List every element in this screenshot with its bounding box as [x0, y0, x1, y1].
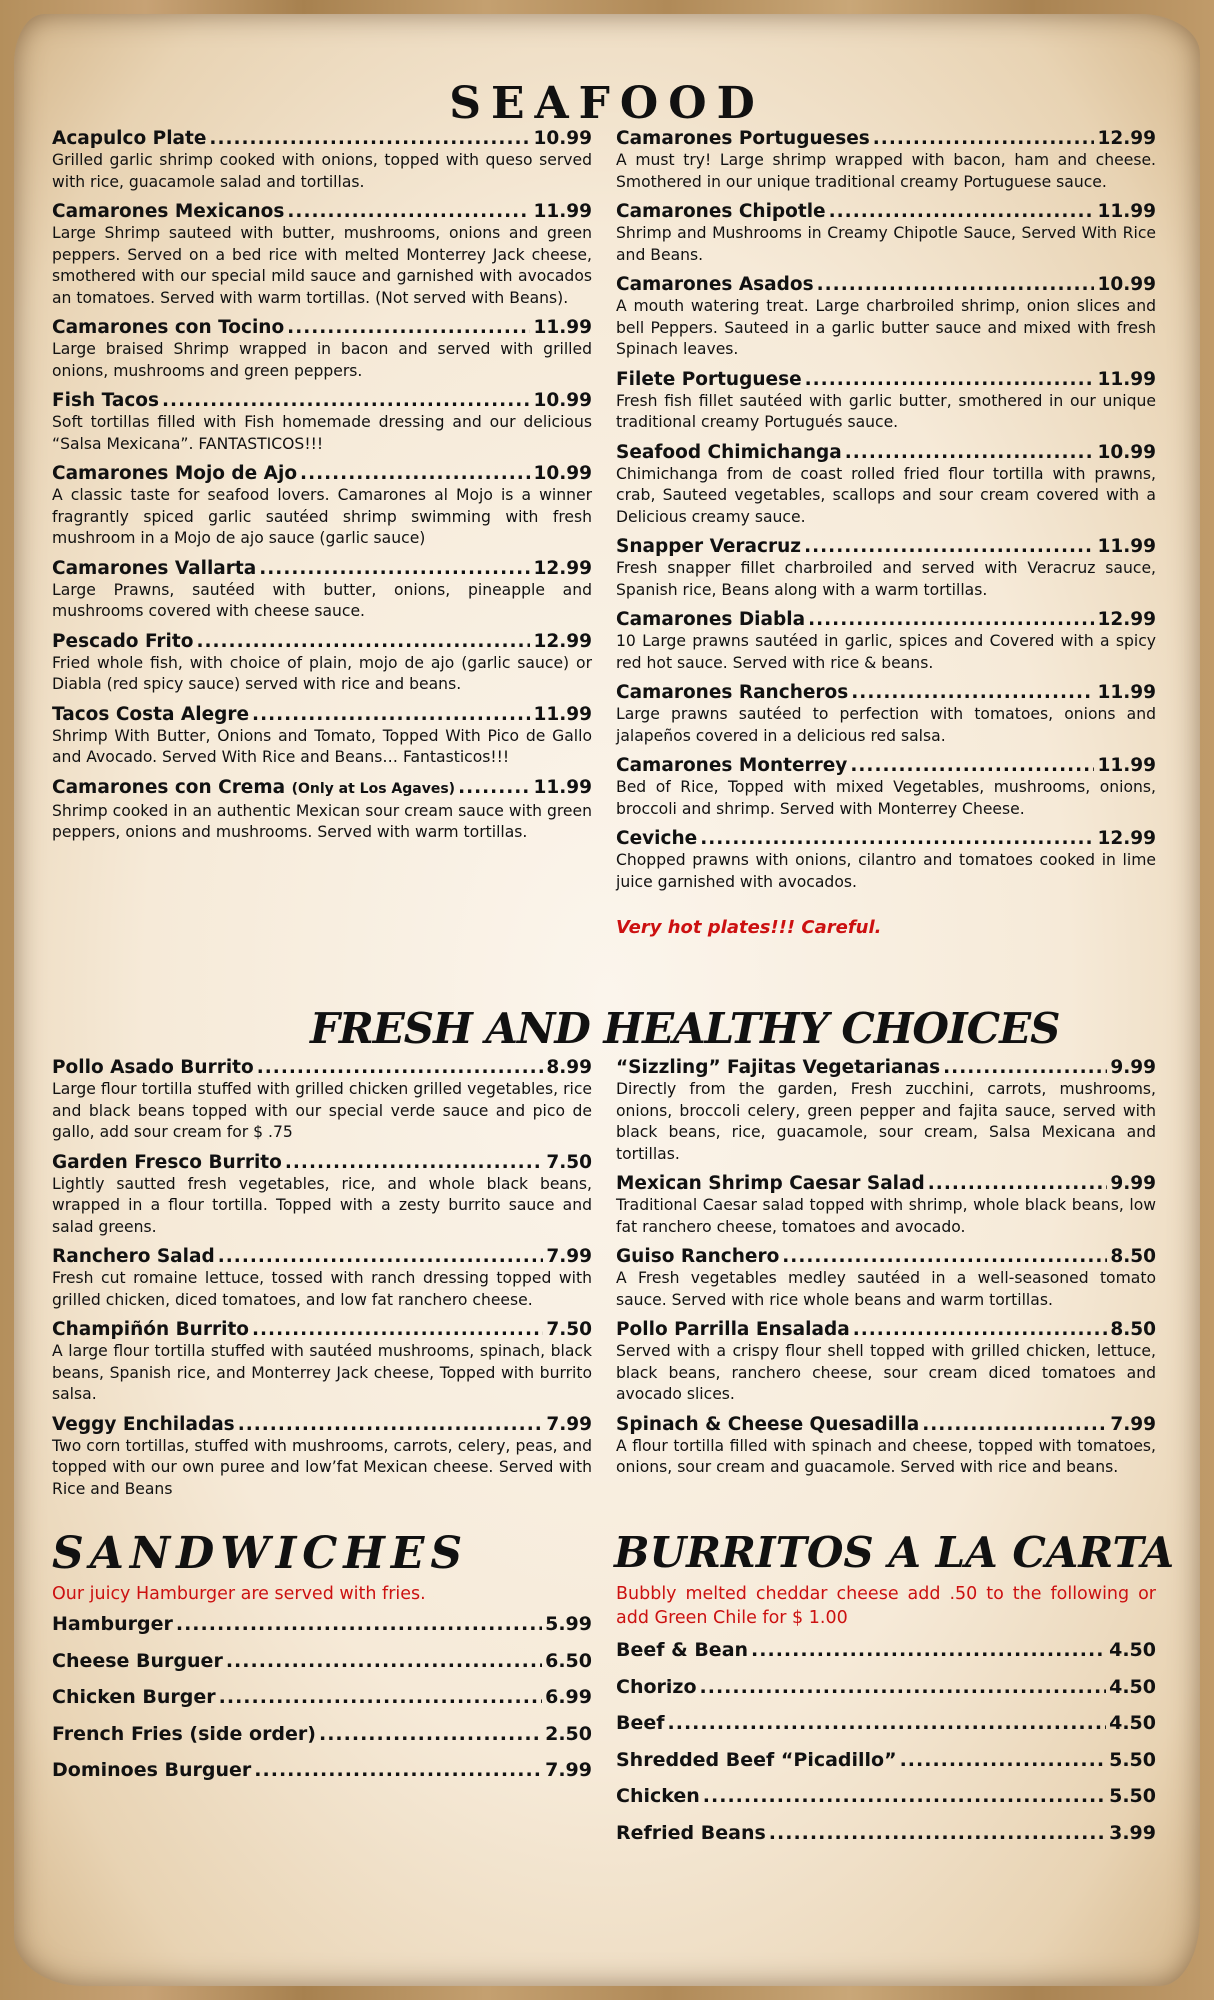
menu-item-description: A flour tortilla filled with spinach and cheese, topped with tomatoes, onions, sour cream and guacamole. Served with rice and beans.: [616, 1436, 1156, 1476]
menu-item-price: 4.50: [1109, 1675, 1156, 1698]
dot-leader: [943, 1056, 1107, 1079]
dot-leader: [196, 630, 530, 653]
menu-item-name: [616, 127, 870, 150]
menu-item: [616, 1318, 1156, 1406]
menu-item-name-text: Chicken Burger: [52, 1686, 216, 1708]
menu-item-name: [52, 462, 297, 485]
menu-item-heading: [52, 1647, 592, 1677]
menu-item-price: 10.99: [533, 390, 592, 411]
menu-item: [616, 1245, 1156, 1311]
menu-item-name-text: Guiso Ranchero: [616, 1246, 780, 1267]
section-title-burritos: BURRITOS A LA CARTA: [614, 1528, 1175, 1577]
menu-item-price: 6.50: [545, 1649, 592, 1672]
menu-item-price: 7.99: [546, 1246, 592, 1267]
menu-item-price: 7.50: [546, 1319, 592, 1340]
menu-item-heading: [616, 1746, 1156, 1776]
menu-item-name: [52, 776, 455, 801]
menu-item-description: Fresh cut romaine lettuce, tossed with ranch dressing topped with grilled chicken, diced tomatoes, and low fat ranchero cheese.: [52, 1269, 592, 1309]
menu-item-heading: [52, 1151, 592, 1174]
menu-item-heading: [616, 127, 1156, 150]
menu-item-heading: [52, 1756, 592, 1786]
menu-item-heading: [616, 1056, 1156, 1079]
menu-item-heading: [616, 1709, 1156, 1739]
menu-item: [52, 1413, 592, 1501]
menu-item-description: Large Prawns, sautéed with butter, onions, pineapple and mushrooms covered with cheese sauce.: [52, 580, 592, 620]
menu-item-heading: [616, 1172, 1156, 1195]
menu-item-name: [52, 630, 193, 653]
menu-item-description: A large flour tortilla stuffed with sautéed mushrooms, spinach, black beans, Spanish rice, and Monterrey Jack cheese, Topped with burrito salsa.: [52, 1342, 592, 1403]
menu-item-name-text: Seafood Chimichanga: [616, 441, 842, 463]
fresh-right-column: [616, 1056, 1156, 1486]
menu-item: [616, 1819, 1156, 1849]
dot-leader: [285, 1151, 543, 1174]
menu-item-description: A Fresh vegetables medley sautéed in a well-seasoned tomato sauce. Served with rice whole beans and warm tortillas.: [616, 1269, 1156, 1309]
menu-item: [616, 1709, 1156, 1739]
menu-item-heading: [52, 557, 592, 580]
dot-leader: [300, 462, 530, 485]
menu-item-price: 10.99: [533, 463, 592, 484]
menu-item-name-text: French Fries (side order): [52, 1722, 316, 1745]
menu-item: [52, 1683, 592, 1713]
menu-item-description: Fresh fish fillet sautéed with garlic butter, smothered in our unique traditional creamy Portugués sauce.: [616, 391, 1156, 431]
menu-item-price: 11.99: [1097, 201, 1156, 222]
menu-item: [52, 557, 592, 623]
dot-leader: [226, 1647, 542, 1677]
menu-item-name-text: Camarones Mojo de Ajo: [52, 463, 298, 484]
menu-item-name-text: Acapulco Plate: [52, 128, 207, 149]
menu-item-name-text: Mexican Shrimp Caesar Salad: [616, 1173, 925, 1194]
section-title-seafood: SEAFOOD: [449, 78, 765, 129]
menu-item: [52, 1318, 592, 1406]
menu-item-heading: [616, 754, 1156, 777]
menu-item-name-text: Chorizo: [616, 1675, 697, 1698]
dot-leader: [817, 273, 1095, 296]
menu-item-name: [52, 1151, 282, 1174]
menu-item-name-text: Tacos Costa Alegre: [52, 703, 250, 725]
menu-item-price: 11.99: [533, 703, 592, 725]
dot-leader: [162, 389, 530, 412]
menu-item-description: Lightly sautted fresh vegetables, rice, and whole black beans, wrapped in a flour tortilla. Topped with a zesty burrito sauce and salad greens.: [52, 1174, 592, 1236]
menu-item-name: [616, 368, 802, 391]
menu-item-name: [616, 441, 842, 464]
menu-item: [616, 200, 1156, 266]
menu-item-price: 8.50: [1110, 1246, 1156, 1267]
menu-item-heading: [52, 1720, 592, 1750]
menu-item-name: [52, 389, 159, 412]
menu-item: [616, 535, 1156, 601]
menu-item: [616, 754, 1156, 820]
menu-item-name: [616, 273, 814, 296]
menu-item-description: A classic taste for seafood lovers. Camarones al Mojo is a winner fragrantly spiced garlic sautéed shrimp swimming with fresh mushroom in a Mojo de ajo sauce (garlic sauce): [52, 486, 592, 547]
menu-item-description: Bed of Rice, Topped with mixed Vegetables, mushrooms, onions, broccoli and shrimp. Served with Monterrey Cheese.: [616, 778, 1156, 818]
menu-item-price: 8.99: [546, 1057, 592, 1078]
section-title-fresh-healthy: FRESH AND HEALTHY CHOICES: [310, 1004, 1060, 1053]
dot-leader: [850, 754, 1094, 777]
menu-item-availability-note: (Only at Los Agaves): [291, 780, 456, 797]
menu-item-price: 9.99: [1110, 1057, 1156, 1078]
menu-item-price: 11.99: [533, 317, 592, 338]
dot-leader: [209, 127, 530, 150]
menu-item-name: [616, 1746, 897, 1776]
hot-plates-note: Very hot plates!!! Careful.: [616, 917, 882, 938]
menu-item-heading: [616, 1819, 1156, 1849]
menu-item-name-text: Camarones Chipotle: [616, 201, 826, 222]
menu-item-name: [616, 608, 805, 631]
menu-item: [52, 1647, 592, 1677]
dot-leader: [458, 776, 530, 799]
menu-item: [616, 1636, 1156, 1666]
dot-leader: [845, 441, 1095, 464]
menu-item-heading: [616, 535, 1156, 558]
menu-item-name: [52, 1756, 251, 1786]
menu-item-heading: [616, 1636, 1156, 1666]
menu-item-name: [616, 535, 801, 558]
menu-item-name-text: Camarones Mexicanos: [52, 201, 285, 222]
menu-item-price: 6.99: [545, 1686, 592, 1708]
dot-leader: [851, 681, 1094, 704]
menu-item-price: 10.99: [533, 128, 592, 149]
menu-item-name: [52, 1683, 216, 1713]
menu-item-price: 5.50: [1109, 1785, 1156, 1807]
menu-item-description: Served with a crispy flour shell topped with grilled chicken, lettuce, black beans, ranchero cheese, sour cream diced tomatoes and avocado slices.: [616, 1342, 1156, 1403]
dot-leader: [829, 200, 1095, 223]
menu-item-description: Soft tortillas filled with Fish homemade dressing and our delicious “Salsa Mexicana”. FANTASTICOS!!!: [52, 413, 592, 453]
menu-item-price: 4.50: [1109, 1712, 1156, 1734]
menu-item-name-text: Pollo Asado Burrito: [52, 1057, 254, 1078]
menu-item-name: [616, 754, 847, 777]
menu-item-name: [52, 703, 249, 726]
dot-leader: [900, 1746, 1107, 1776]
menu-item-name: [616, 200, 826, 223]
menu-item-description: Large flour tortilla stuffed with grilled chicken grilled vegetables, rice and black beans topped with our special verde sauce and pico de gallo, add sour cream for $ .75: [52, 1080, 592, 1141]
dot-leader: [804, 535, 1094, 558]
menu-item-name-text: Chicken: [616, 1785, 700, 1807]
menu-item-name-text: Veggy Enchiladas: [52, 1413, 235, 1435]
menu-item-heading: [616, 1673, 1156, 1703]
menu-item: [52, 389, 592, 455]
menu-item-name-text: Camarones Rancheros: [616, 682, 849, 703]
menu-item-name-text: Fish Tacos: [52, 390, 160, 411]
menu-item-name: [52, 1318, 249, 1341]
menu-item: [616, 1056, 1156, 1165]
menu-item-name: [616, 1636, 748, 1666]
menu-item-name: [52, 1413, 235, 1436]
menu-item: [616, 1673, 1156, 1703]
menu-item-name-text: Refried Beans: [616, 1821, 766, 1844]
dot-leader: [805, 368, 1095, 391]
menu-item-name-text: Beef & Bean: [616, 1639, 749, 1661]
menu-item-name: [52, 1720, 316, 1750]
menu-item-name-text: Spinach & Cheese Quesadilla: [616, 1413, 920, 1435]
menu-item-price: 11.99: [1097, 368, 1156, 390]
menu-item-heading: [52, 703, 592, 726]
menu-item-price: 7.99: [546, 1413, 592, 1435]
menu-item-price: 7.99: [1110, 1413, 1156, 1435]
menu-item-heading: [616, 441, 1156, 464]
dot-leader: [257, 1056, 544, 1079]
menu-item-price: 12.99: [533, 557, 592, 579]
menu-item-heading: [52, 389, 592, 412]
dot-leader: [252, 1318, 543, 1341]
menu-item-description: Shrimp cooked in an authentic Mexican sour cream sauce with green peppers, onions and mushrooms. Served with warm tortillas.: [52, 801, 592, 841]
menu-item-heading: [616, 1413, 1156, 1436]
menu-item: [52, 1245, 592, 1311]
menu-item-price: 11.99: [533, 776, 592, 798]
burritos-note: Bubbly melted cheddar cheese add .50 to the following or add Green Chile for $ 1.00: [616, 1584, 1156, 1628]
menu-item-description: Fresh snapper fillet charbroiled and served with Veracruz sauce, Spanish rice, Beans along with a warm tortillas.: [616, 559, 1156, 599]
menu-item-name-text: Camarones Portugueses: [616, 128, 870, 149]
menu-item-price: 12.99: [1097, 128, 1156, 149]
sandwiches-note: Our juicy Hamburger are served with fries.: [52, 1584, 426, 1604]
dot-leader: [287, 200, 530, 223]
menu-item-heading: [616, 1245, 1156, 1268]
menu-item: [616, 1746, 1156, 1776]
menu-item-name: [52, 1245, 215, 1268]
menu-item-name: [52, 127, 206, 150]
menu-item-name: [616, 1413, 919, 1436]
menu-item-heading: [52, 1318, 592, 1341]
menu-item-heading: [616, 608, 1156, 631]
menu-item-name-text: Champiñón Burrito: [52, 1319, 249, 1340]
menu-item-heading: [616, 827, 1156, 850]
menu-item: [52, 462, 592, 550]
menu-item: [52, 1756, 592, 1786]
menu-item-price: 10.99: [1097, 274, 1156, 295]
menu-item-price: 2.50: [545, 1722, 592, 1745]
menu-item-heading: [52, 127, 592, 150]
menu-item: [52, 630, 592, 696]
menu-item-name-text: Camarones con Tocino: [52, 317, 285, 338]
menu-item-name-text: Beef: [616, 1712, 665, 1734]
menu-item-heading: [52, 1610, 592, 1640]
menu-item-price: 12.99: [1097, 828, 1156, 849]
menu-item-name: [616, 1172, 925, 1195]
menu-item-name: [52, 1610, 173, 1640]
menu-item-heading: [52, 630, 592, 653]
menu-item-heading: [616, 1318, 1156, 1341]
menu-item: [52, 316, 592, 382]
menu-item-name-text: Filete Portuguese: [616, 368, 802, 390]
menu-item-price: 12.99: [533, 630, 592, 652]
menu-item-price: 9.99: [1110, 1173, 1156, 1194]
menu-item-price: 12.99: [1097, 609, 1156, 630]
menu-item-name: [616, 1782, 700, 1812]
menu-item-name-text: Camarones Vallarta: [52, 557, 257, 579]
menu-item-name-text: Pescado Frito: [52, 630, 194, 652]
menu-item: [616, 1782, 1156, 1812]
dot-leader: [922, 1413, 1107, 1436]
menu-item: [616, 273, 1156, 361]
menu-item: [616, 441, 1156, 529]
menu-item-description: Traditional Caesar salad topped with shrimp, whole black beans, low fat ranchero cheese, tomatoes and avocado.: [616, 1196, 1156, 1236]
menu-item: [52, 1610, 592, 1640]
menu-item-name: [616, 1673, 697, 1703]
menu-item: [52, 1151, 592, 1239]
menu-item-heading: [616, 681, 1156, 704]
menu-item-name-text: Camarones Monterrey: [616, 755, 848, 776]
menu-item-price: 7.99: [545, 1759, 592, 1781]
menu-item: [52, 776, 592, 844]
menu-item-description: Chopped prawns with onions, cilantro and tomatoes cooked in lime juice garnished with avocados.: [616, 851, 1156, 891]
menu-item-price: 10.99: [1097, 441, 1156, 463]
menu-item-name-text: Camarones Diabla: [616, 609, 806, 630]
menu-item: [616, 1413, 1156, 1479]
dot-leader: [853, 1318, 1108, 1341]
dot-leader: [259, 557, 530, 580]
menu-item-description: Directly from the garden, Fresh zucchini, carrots, mushrooms, onions, broccoli celery, green pepper and fajita sauce, served with black beans, rice, guacamole, sour cream, Salsa Mexicana and tortillas.: [616, 1080, 1156, 1163]
menu-item-heading: [52, 1683, 592, 1713]
dot-leader: [668, 1709, 1107, 1739]
dot-leader: [769, 1819, 1106, 1849]
dot-leader: [287, 316, 530, 339]
menu-item-name-text: Ranchero Salad: [52, 1246, 215, 1267]
menu-item: [52, 703, 592, 769]
menu-item-price: 3.99: [1109, 1821, 1156, 1844]
menu-item-name: [616, 827, 697, 850]
menu-item-heading: [52, 1056, 592, 1079]
menu-item-price: 11.99: [1097, 682, 1156, 703]
menu-item-name-text: “Sizzling” Fajitas Vegetarianas: [616, 1057, 941, 1078]
menu-item-price: 4.50: [1109, 1639, 1156, 1661]
menu-item-name: [616, 1318, 850, 1341]
menu-item: [616, 827, 1156, 893]
menu-item-price: 7.50: [546, 1151, 592, 1173]
menu-item-description: Grilled garlic shrimp cooked with onions, topped with queso served with rice, guacamole salad and tortillas.: [52, 151, 592, 191]
menu-item-name: [52, 1647, 223, 1677]
menu-item-heading: [52, 1413, 592, 1436]
menu-item-name: [616, 1819, 766, 1849]
burritos-column: [616, 1582, 1156, 1855]
seafood-left-column: [52, 127, 592, 851]
dot-leader: [219, 1683, 542, 1713]
menu-item-name: [616, 1245, 779, 1268]
menu-item-heading: [52, 200, 592, 223]
menu-item-name: [52, 200, 284, 223]
menu-item: [616, 608, 1156, 674]
menu-item-description: Shrimp With Butter, Onions and Tomato, Topped With Pico de Gallo and Avocado. Served With Rice and Beans… Fantasticos!!!: [52, 726, 592, 766]
dot-leader: [700, 1673, 1107, 1703]
menu-item: [616, 368, 1156, 434]
menu-item-heading: [616, 273, 1156, 296]
menu-item-name: [616, 1056, 940, 1079]
menu-item-heading: [52, 776, 592, 801]
dot-leader: [751, 1636, 1106, 1666]
menu-item-description: Fried whole fish, with choice of plain, mojo de ajo (garlic sauce) or Diabla (red spicy sauce) served with rice and beans.: [52, 653, 592, 693]
menu-item-description: 10 Large prawns sautéed in garlic, spices and Covered with a spicy red hot sauce. Served with rice & beans.: [616, 632, 1156, 672]
menu-item-description: A must try! Large shrimp wrapped with bacon, ham and cheese. Smothered in our unique traditional creamy Portuguese sauce.: [616, 151, 1156, 191]
menu-item-description: Large prawns sautéed to perfection with tomatoes, onions and jalapeños covered in a delicious red salsa.: [616, 705, 1156, 745]
menu-item-name-text: Cheese Burguer: [52, 1649, 223, 1672]
menu-item-name: [52, 316, 284, 339]
menu-item-name-text: Pollo Parrilla Ensalada: [616, 1319, 850, 1340]
menu-item-price: 5.99: [545, 1613, 592, 1635]
menu-item-price: 11.99: [1097, 536, 1156, 557]
menu-item-name-text: Shredded Beef “Picadillo”: [616, 1748, 897, 1771]
dot-leader: [176, 1610, 542, 1640]
dot-leader: [928, 1172, 1108, 1195]
menu-item-name: [52, 1056, 254, 1079]
menu-item-name-text: Ceviche: [616, 828, 698, 849]
fresh-left-column: [52, 1056, 592, 1507]
menu-item-name-text: Garden Fresco Burrito: [52, 1151, 282, 1173]
dot-leader: [700, 827, 1094, 850]
menu-item-name-text: Hamburger: [52, 1613, 173, 1635]
dot-leader: [252, 703, 530, 726]
menu-item: [52, 1056, 592, 1144]
dot-leader: [873, 127, 1095, 150]
dot-leader: [238, 1413, 544, 1436]
menu-item-heading: [616, 368, 1156, 391]
menu-item: [52, 200, 592, 309]
dot-leader: [319, 1720, 542, 1750]
menu-item-name-text: Camarones Asados: [616, 274, 814, 295]
sandwiches-column: [52, 1582, 592, 1793]
menu-item: [616, 681, 1156, 747]
section-title-sandwiches: SANDWICHES: [52, 1528, 469, 1579]
dot-leader: [254, 1756, 542, 1786]
menu-item-price: 11.99: [533, 201, 592, 222]
menu-item-description: Two corn tortillas, stuffed with mushrooms, carrots, celery, peas, and topped with our own puree and low’fat Mexican cheese. Served with Rice and Beans: [52, 1436, 592, 1498]
menu-item-name-text: Snapper Veracruz: [616, 536, 802, 557]
menu-item-heading: [52, 1245, 592, 1268]
menu-item-description: Large Shrimp sauteed with butter, mushrooms, onions and green peppers. Served on a bed rice with melted Monterrey Jack cheese, smothered with our special mild sauce and garnished with avocados an tomatoes. Served with warm tortillas. (Not served with Beans).: [52, 224, 592, 307]
menu-item-name-text: Camarones con Crema: [52, 776, 286, 798]
menu-item: [616, 1172, 1156, 1238]
menu-item-description: Large braised Shrimp wrapped in bacon and served with grilled onions, mushrooms and green peppers.: [52, 340, 592, 380]
dot-leader: [218, 1245, 544, 1268]
menu-item-heading: [616, 1782, 1156, 1812]
menu-item-price: 8.50: [1110, 1319, 1156, 1340]
dot-leader: [782, 1245, 1107, 1268]
menu-item-name: [52, 557, 256, 580]
menu-item-name: [616, 681, 848, 704]
menu-item-name: [616, 1709, 665, 1739]
dot-leader: [703, 1782, 1106, 1812]
menu-item: [52, 127, 592, 193]
menu-item-description: A mouth watering treat. Large charbroiled shrimp, onion slices and bell Peppers. Sauteed in a garlic butter sauce and mixed with fresh Spinach leaves.: [616, 297, 1156, 358]
menu-item-heading: [52, 316, 592, 339]
menu-item-description: Chimichanga from de coast rolled fried flour tortilla with prawns, crab, Sauteed vegetables, scallops and sour cream covered with a Delicious creamy sauce.: [616, 464, 1156, 526]
menu-item-price: 5.50: [1109, 1748, 1156, 1771]
menu-item-name-text: Dominoes Burguer: [52, 1759, 252, 1781]
menu-item: [616, 127, 1156, 193]
menu-item-description: Shrimp and Mushrooms in Creamy Chipotle Sauce, Served With Rice and Beans.: [616, 224, 1156, 264]
menu-item-heading: [52, 462, 592, 485]
dot-leader: [808, 608, 1094, 631]
seafood-right-column: [616, 127, 1156, 938]
menu-item-heading: [616, 200, 1156, 223]
menu-item: [52, 1720, 592, 1750]
menu-item-price: 11.99: [1097, 755, 1156, 776]
